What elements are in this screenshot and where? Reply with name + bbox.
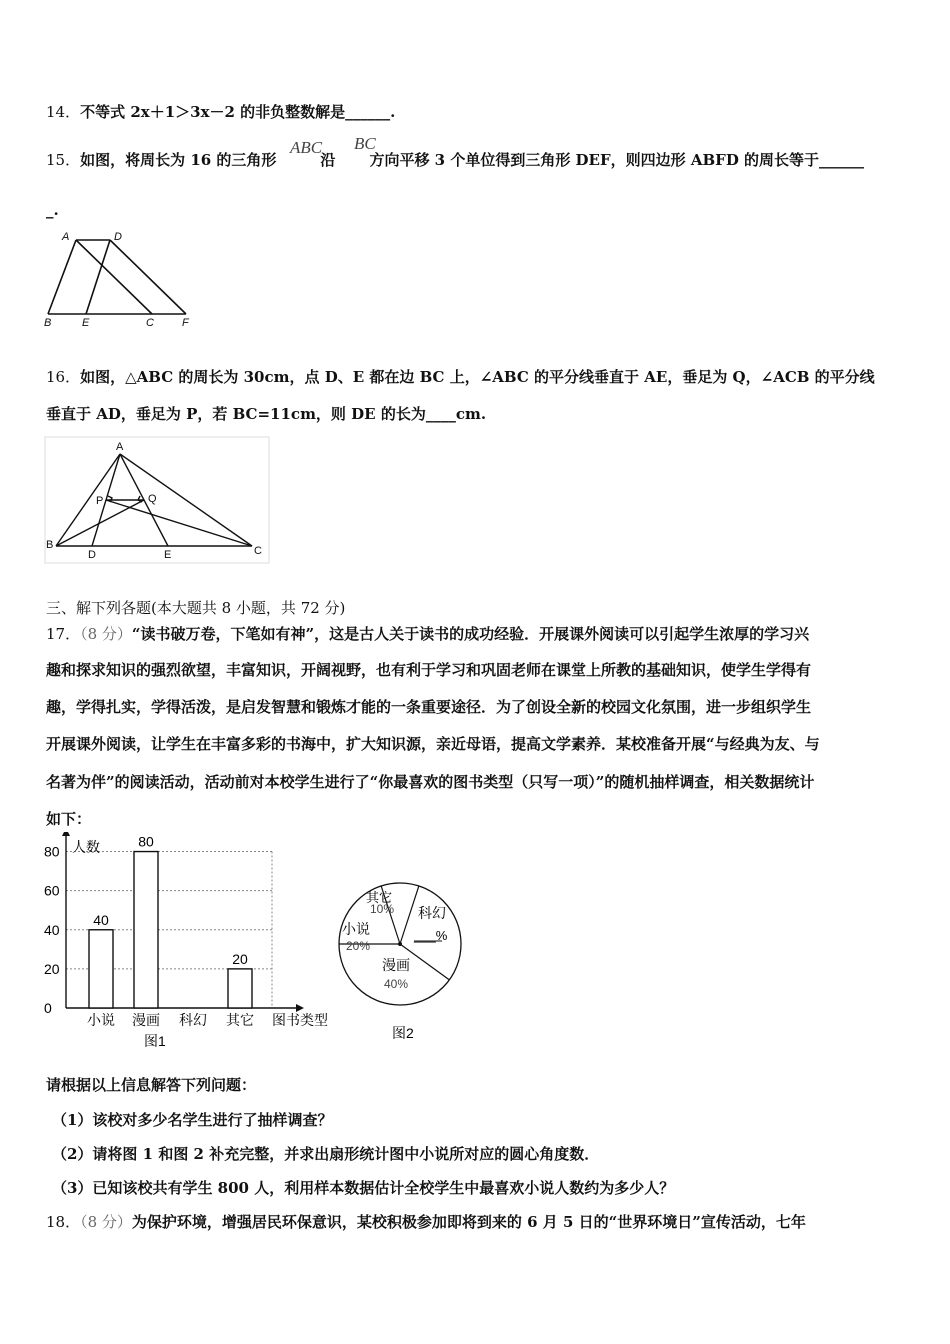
category-label: 小说 (87, 1012, 115, 1028)
label-c: C (146, 317, 154, 329)
line-ac (76, 240, 152, 314)
section-heading: 三、解下列各题(本大题共 8 小题，共 72 分) (46, 599, 346, 617)
pie-chart-figure-2 (330, 872, 470, 1050)
question-18 (46, 1212, 806, 1232)
question-16-line-2: 垂直于 AD，垂足为 P，若 BC=11cm，则 DE 的长为____cm. (46, 405, 487, 423)
bar-3 (228, 969, 252, 1008)
bar-chart-figure-1 (40, 832, 345, 1057)
question-number: 14． (46, 103, 81, 121)
question-17-line-5: 名著为伴”的阅读活动，活动前对本校学生进行了“你最喜欢的图书类型（只写一项）”的随机抽样调查，相关数据统计 (46, 773, 815, 791)
translation-figure (40, 228, 205, 333)
label-a: A (62, 231, 70, 243)
pie-label-scifi: 科幻 (418, 905, 446, 921)
label-q: Q (148, 493, 157, 505)
question-number: 18． (46, 1213, 81, 1231)
question-17-line-1 (46, 624, 809, 644)
label-f: F (182, 317, 189, 329)
question-score: （8 分） (80, 1213, 132, 1231)
pie-pct-novel: 20% (346, 939, 371, 953)
chart-title: 图1 (144, 1033, 166, 1049)
question-text: “读书破万卷，下笔如有神”，这是古人关于读书的成功经验．开展课外阅读可以引起学生浓厚的学习兴 (131, 625, 810, 643)
question-17-part-2: （2）请将图 1 和图 2 补充完整，并求出扇形统计图中小说所对应的圆心角度数． (52, 1145, 600, 1163)
question-16-line-1 (46, 367, 875, 387)
question-17-line-6: 如下： (46, 810, 92, 828)
y-axis-title: 人数 (72, 839, 100, 855)
question-17-prompt: 请根据以上信息解答下列问题： (46, 1076, 257, 1094)
bisector-c (106, 500, 252, 546)
question-17-line-4: 开展课外阅读，让学生在丰富多彩的书海中，扩大知识源，亲近母语，提高文学素养．某校准备开展“与经典为友、与 (46, 735, 820, 753)
category-label: 其它 (226, 1012, 254, 1028)
pie-pct-scifi: ___% (414, 928, 448, 943)
bar-1 (134, 852, 158, 1008)
label-b: B (46, 539, 54, 551)
question-text-mid: 沿 (320, 151, 336, 169)
question-14 (46, 102, 395, 122)
question-text: 为保护环境，增强居民环保意识，某校积极参加即将到来的 6 月 5 日的“世界环境日”宣传活动，七年 (131, 1213, 806, 1231)
label-b: B (44, 317, 52, 329)
label-d: D (114, 231, 122, 243)
math-abc: ABC (290, 138, 323, 157)
label-a: A (116, 441, 124, 453)
category-label: 科幻 (179, 1012, 207, 1028)
bar-0 (89, 930, 113, 1008)
chart-title: 图2 (392, 1025, 414, 1041)
y-tick-label: 60 (44, 882, 60, 899)
pie-label-other: 其它 (366, 890, 393, 905)
label-e: E (82, 317, 90, 329)
line-ab (48, 240, 76, 314)
question-17-line-3: 趣，学得扎实，学得活泼，是启发智慧和锻炼才能的一条重要途径．为了创设全新的校园文化氛围，进一步组织学生 (46, 698, 812, 716)
question-text-post: 方向平移 3 个单位得到三角形 DEF，则四边形 ABFD 的周长等于______ (369, 151, 865, 169)
y-tick-label: 80 (44, 843, 60, 860)
label-d: D (88, 549, 96, 561)
label-p: P (96, 495, 104, 507)
bar-value-label: 20 (232, 950, 248, 967)
category-label: 漫画 (132, 1012, 160, 1028)
question-15-continuation: _. (46, 201, 59, 219)
x-axis-title: 图书类型 (272, 1012, 328, 1028)
right-angle-q (138, 496, 142, 502)
line-df (110, 240, 186, 314)
question-17-line-2: 趣和探求知识的强烈欲望，丰富知识，开阔视野，也有利于学习和巩固老师在课堂上所教的基础知识，使学生学得有 (46, 661, 812, 679)
triangle-figure (44, 436, 272, 566)
y-tick-label: 0 (44, 1000, 52, 1016)
question-17-part-1: （1）该校对多少名学生进行了抽样调查？ (52, 1111, 333, 1129)
bar-value-label: 40 (93, 911, 109, 928)
question-number: 16． (46, 368, 81, 386)
question-text-pre: 如图，将周长为 16 的三角形 (80, 151, 277, 169)
x-axis-arrow (296, 1004, 304, 1012)
question-score: （8 分） (80, 625, 132, 643)
question-17-part-3: （3）已知该校共有学生 800 人，利用样本数据估计全校学生中最喜欢小说人数约为多少人？ (52, 1179, 675, 1197)
label-e: E (164, 549, 172, 561)
question-number: 17． (46, 625, 81, 643)
pie-pct-comic: 40% (384, 977, 409, 991)
y-axis-arrow (62, 832, 70, 836)
pie-label-comic: 漫画 (382, 957, 410, 973)
pie-pct-other: 10% (370, 902, 395, 916)
bar-value-label: 80 (138, 833, 154, 850)
question-text: 如图，△ABC 的周长为 30cm，点 D、E 都在边 BC 上，∠ABC 的平分线垂直于 AE，垂足为 Q，∠ACB 的平分线 (80, 368, 875, 386)
question-number: 15． (46, 151, 81, 169)
question-15 (46, 150, 864, 170)
line-de (86, 240, 110, 314)
question-text: 不等式 2x＋1＞3x－2 的非负整数解是______. (80, 103, 396, 121)
pie-center (398, 942, 402, 946)
pie-label-novel: 小说 (342, 921, 370, 937)
y-tick-label: 20 (44, 960, 60, 977)
y-tick-label: 40 (44, 921, 60, 938)
math-bc: BC (354, 134, 376, 153)
label-c: C (254, 545, 262, 557)
